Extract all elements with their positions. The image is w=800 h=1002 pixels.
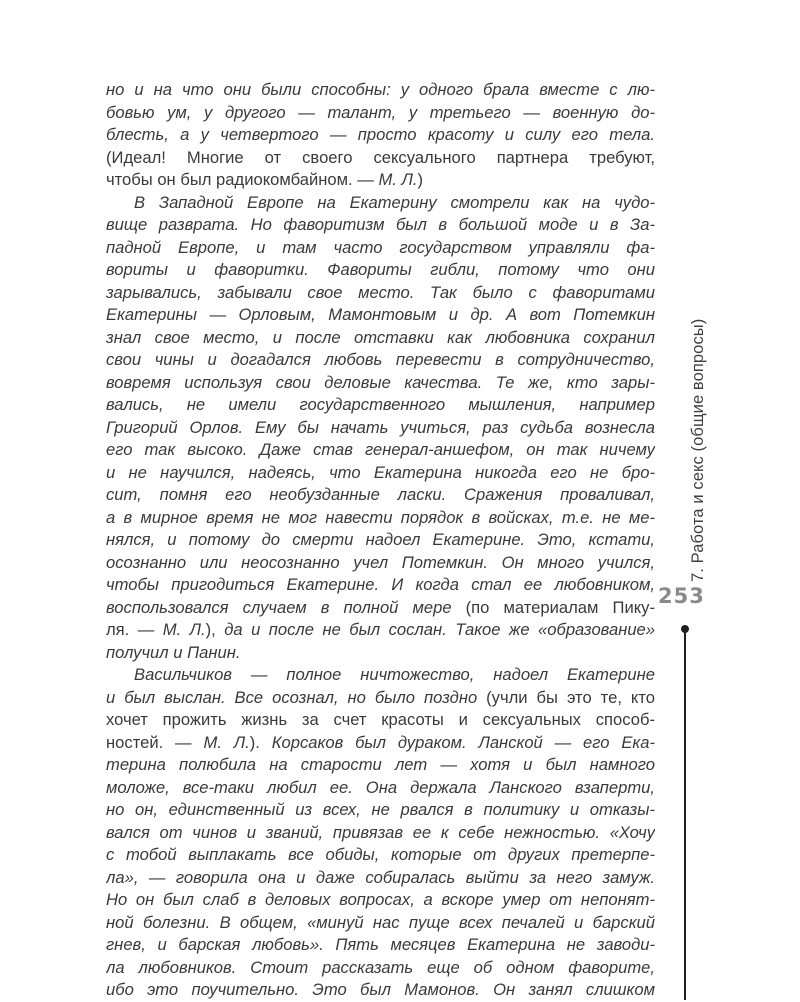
text-segment: (Идеал! Многие от своего сексуального партнера требуют, [106, 147, 655, 167]
text-segment: и был выслан. Все осознал, но было поздно [106, 687, 478, 707]
text-segment: и не научился, надеясь, что Екатерина никогда его не бро- [106, 462, 655, 482]
text-segment: (учли бы это те, кто [477, 687, 655, 707]
text-line [106, 147, 655, 170]
text-line [106, 417, 655, 440]
text-line [106, 619, 655, 642]
text-segment: его так высоко. Даже став генерал-аншефом, он так ничему [106, 440, 655, 459]
text-line [106, 597, 655, 620]
text-line [106, 237, 655, 260]
text-line [106, 957, 655, 980]
text-segment: ), [205, 620, 225, 639]
text-segment: М. Л. [378, 170, 418, 189]
text-line [106, 327, 655, 350]
text-segment: Екатерины — Орловым, Мамонтовым и др. А вот Потемкин [106, 305, 655, 324]
text-segment: М. Л. [203, 732, 250, 752]
text-segment: чтобы он был радиокомбайном. — [106, 170, 379, 189]
text-line [106, 214, 655, 237]
text-segment: терина полюбила на старости лет — хотя и был намного [106, 755, 655, 774]
text-segment: вался от чинов и званий, привязав ее к себе нежностью. «Хочу [106, 822, 655, 842]
text-segment: падной Европе, и там часто государством управляли фа- [106, 237, 655, 257]
text-line [106, 192, 655, 215]
text-line [106, 507, 655, 530]
text-line [106, 889, 655, 912]
text-line [106, 282, 655, 305]
text-segment: (по материалам Пику- [451, 597, 655, 617]
text-segment: осознанно или неосознанно учел Потемкин. Он много учился, [106, 552, 655, 572]
text-line [106, 169, 655, 192]
text-line [106, 822, 655, 845]
text-segment: вовремя используя свои деловые качества. Те же, кто зары- [106, 372, 655, 392]
text-line [106, 259, 655, 282]
running-title: 7. Работа и секс (общие вопросы) [689, 318, 707, 582]
text-segment: Корсаков был дураком. Ланской — его Ека- [271, 732, 655, 752]
text-line [106, 462, 655, 485]
text-line [106, 777, 655, 800]
text-line [106, 912, 655, 935]
text-segment: ностей. — [106, 732, 204, 752]
text-segment: знал свое место, и после отставки как любовника сохранил [106, 327, 655, 347]
text-line [106, 934, 655, 957]
text-segment: да и после не был сослан. Такое же «образование» [224, 620, 655, 639]
text-line [106, 394, 655, 417]
text-segment: В Западной Европе на Екатерину смотрели как на чудо- [134, 192, 655, 212]
text-line [106, 867, 655, 890]
text-line [106, 844, 655, 867]
text-segment: чтобы пригодиться Екатерине. И когда стал ее любовником, [106, 575, 655, 594]
text-segment: получил и Панин. [106, 642, 241, 662]
text-line [106, 439, 655, 462]
text-segment: ) [417, 170, 423, 189]
text-segment: вище разврата. Но фаворитизм был в большой моде и в За- [106, 215, 655, 234]
text-segment: вались, не имели государственного мышления, например [106, 395, 655, 414]
text-segment: ). [249, 732, 272, 752]
text-line [106, 102, 655, 125]
text-line [106, 642, 655, 665]
text-segment: бовью ум, у другого — талант, у третьего — военную до- [106, 102, 655, 122]
body-text [106, 79, 655, 1002]
text-line [106, 349, 655, 372]
text-segment: сит, помня его необузданные ласки. Сражения проваливал, [106, 485, 655, 504]
text-segment: хочет прожить жизнь за счет красоты и сексуальных способ- [106, 710, 655, 729]
text-segment: но он, единственный из всех, не рвался в политику и отказы- [106, 800, 655, 819]
page-number: 253 [658, 584, 705, 608]
text-line [106, 124, 655, 147]
text-segment: ибо это поучительно. Это был Мамонов. Он занял слишком [106, 980, 655, 999]
text-segment: Но он был слаб в деловых вопросах, а вскоре умер от непонят- [106, 890, 655, 909]
margin-rule-line [684, 629, 686, 1000]
text-line [106, 799, 655, 822]
text-line [106, 687, 655, 710]
text-segment: гнев, и барская любовь». Пять месяцев Екатерина не заводи- [106, 935, 655, 954]
text-segment: свои чины и догадался любовь перевести в сотрудничество, [106, 350, 655, 369]
text-line [106, 552, 655, 575]
text-segment: ной болезни. В общем, «минуй нас пуще всех печалей и барский [106, 912, 655, 932]
text-line [106, 372, 655, 395]
text-line [106, 709, 655, 732]
text-line [106, 732, 655, 755]
text-segment: но и на что они были способны: у одного брала вместе с лю- [106, 80, 655, 99]
text-line [106, 754, 655, 777]
text-segment: нялся, и потому до смерти надоел Екатерине. Это, кстати, [106, 530, 655, 549]
text-segment: с тобой выплакать все обиды, которые от других претерпе- [106, 845, 655, 864]
text-line [106, 979, 655, 1002]
text-segment: ла», — говорила она и даже собиралась выйти за него замуж. [106, 867, 655, 887]
text-segment: Васильчиков — полное ничтожество, надоел Екатерине [134, 665, 655, 684]
text-line [106, 484, 655, 507]
text-line [106, 79, 655, 102]
text-segment: моложе, все-таки любил ее. Она держала Ланского взаперти, [106, 777, 655, 797]
text-segment: Григорий Орлов. Ему бы начать учиться, раз судьба вознесла [106, 417, 655, 437]
text-line [106, 304, 655, 327]
text-segment: ла любовников. Стоит рассказать еще об одном фаворите, [106, 957, 655, 977]
text-segment: блесть, а у четвертого — просто красоту и силу его тела. [106, 125, 655, 144]
text-segment: воспользовался случаем в полной мере [106, 597, 452, 617]
text-line [106, 664, 655, 687]
text-segment: а в мирное время не мог навести порядок в войсках, т.е. не ме- [106, 507, 655, 527]
text-segment: зарывались, забывали свое место. Так было с фаворитами [106, 282, 655, 302]
text-line [106, 529, 655, 552]
text-segment: М. Л. [162, 620, 206, 639]
text-line [106, 574, 655, 597]
text-segment: ля. — [106, 620, 163, 639]
text-segment: вориты и фаворитки. Фавориты гибли, потому что они [106, 260, 655, 279]
